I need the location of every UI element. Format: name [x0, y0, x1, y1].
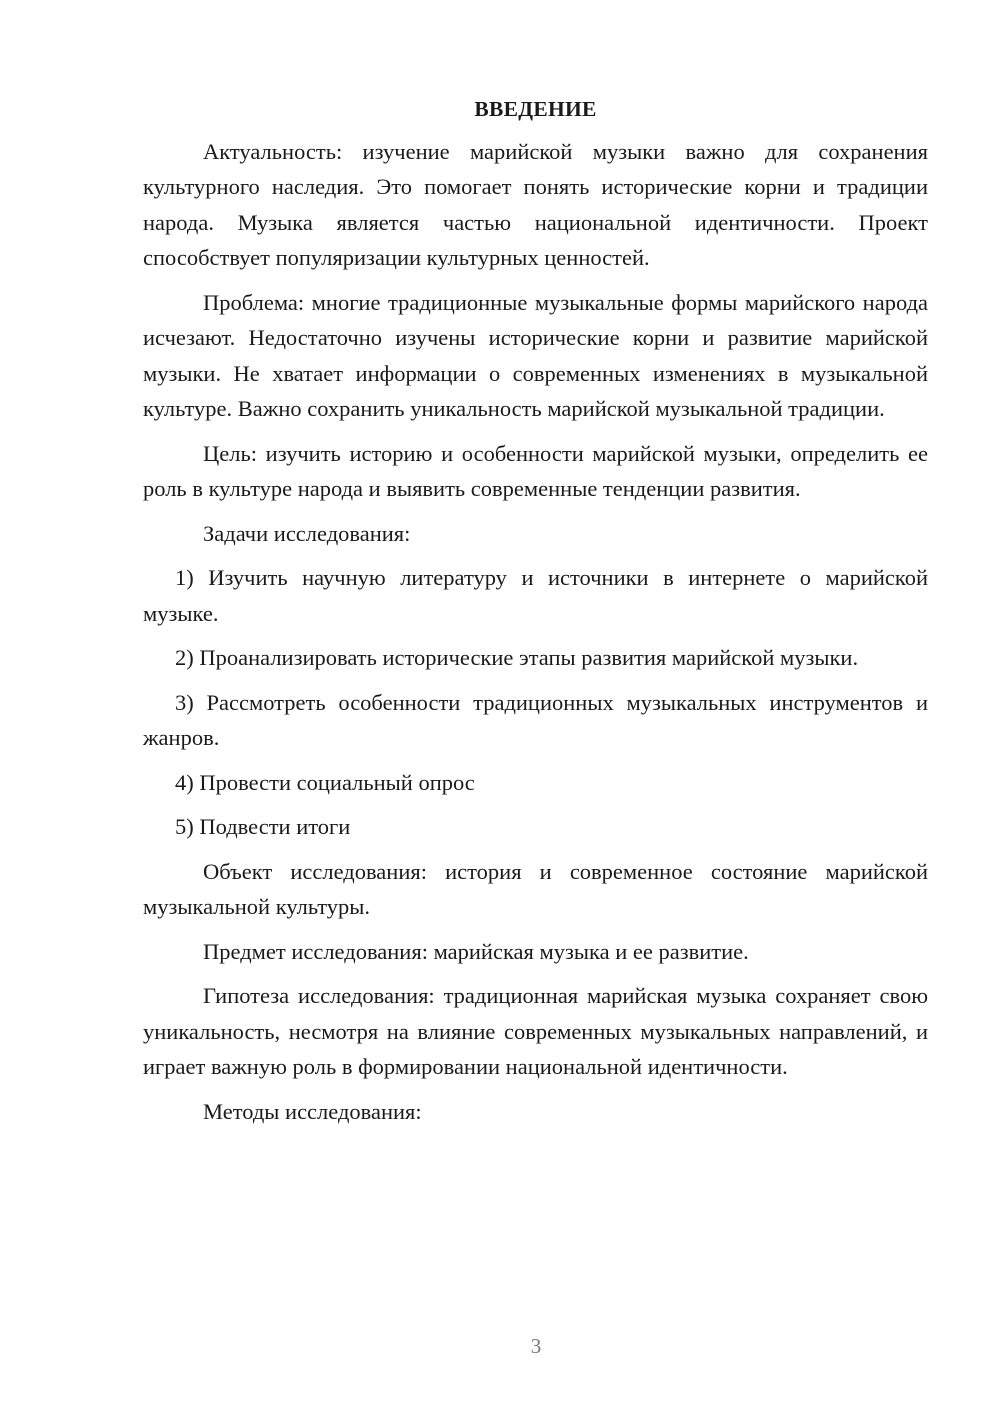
object-paragraph: Объект исследования: история и современное состояние марийской музыкальной культуры.: [143, 858, 928, 919]
task-item-2: 2) Проанализировать исторические этапы развития марийской музыки.: [175, 645, 859, 670]
problem-paragraph: Проблема: многие традиционные музыкальные формы марийского народа исчезают. Недостаточно изучены исторические корни и развитие марийской музыки. Не хватает информации о современных изменениях в музыкальной культуре. Важно сохранить уникальность марийской музыкальной традиции.: [143, 289, 928, 421]
task-item-1: 1) Изучить научную литературу и источники в интернете о марийской музыке.: [143, 565, 928, 626]
task-item-5: 5) Подвести итоги: [175, 814, 351, 839]
task-item-4: 4) Провести социальный опрос: [175, 769, 475, 795]
goal-paragraph: Цель: изучить историю и особенности марийской музыки, определить ее роль в культуре народа и выявить современные тенденции развития.: [143, 440, 928, 501]
page-content: [143, 92, 928, 1138]
subject-paragraph: Предмет исследования: марийская музыка и ее развитие.: [203, 938, 749, 964]
methods-title: Методы исследования:: [203, 1098, 422, 1124]
page-number: 3: [530, 1334, 542, 1358]
tasks-title: Задачи исследования:: [203, 520, 411, 546]
task-item-3: 3) Рассмотреть особенности традиционных музыкальных инструментов и жанров.: [143, 689, 928, 750]
hypothesis-paragraph: Гипотеза исследования: традиционная марийская музыка сохраняет свою уникальность, несмотря на влияние современных музыкальных направлений, и играет важную роль в формировании национальной идентичности.: [143, 983, 928, 1079]
section-heading: ВВЕДЕНИЕ: [474, 97, 597, 121]
relevance-paragraph: Актуальность: изучение марийской музыки важно для сохранения культурного наследия. Это помогает понять исторические корни и традиции народа. Музыка является частью национальной идентичности. Проект способствует популяризации культурных ценностей.: [143, 138, 928, 270]
